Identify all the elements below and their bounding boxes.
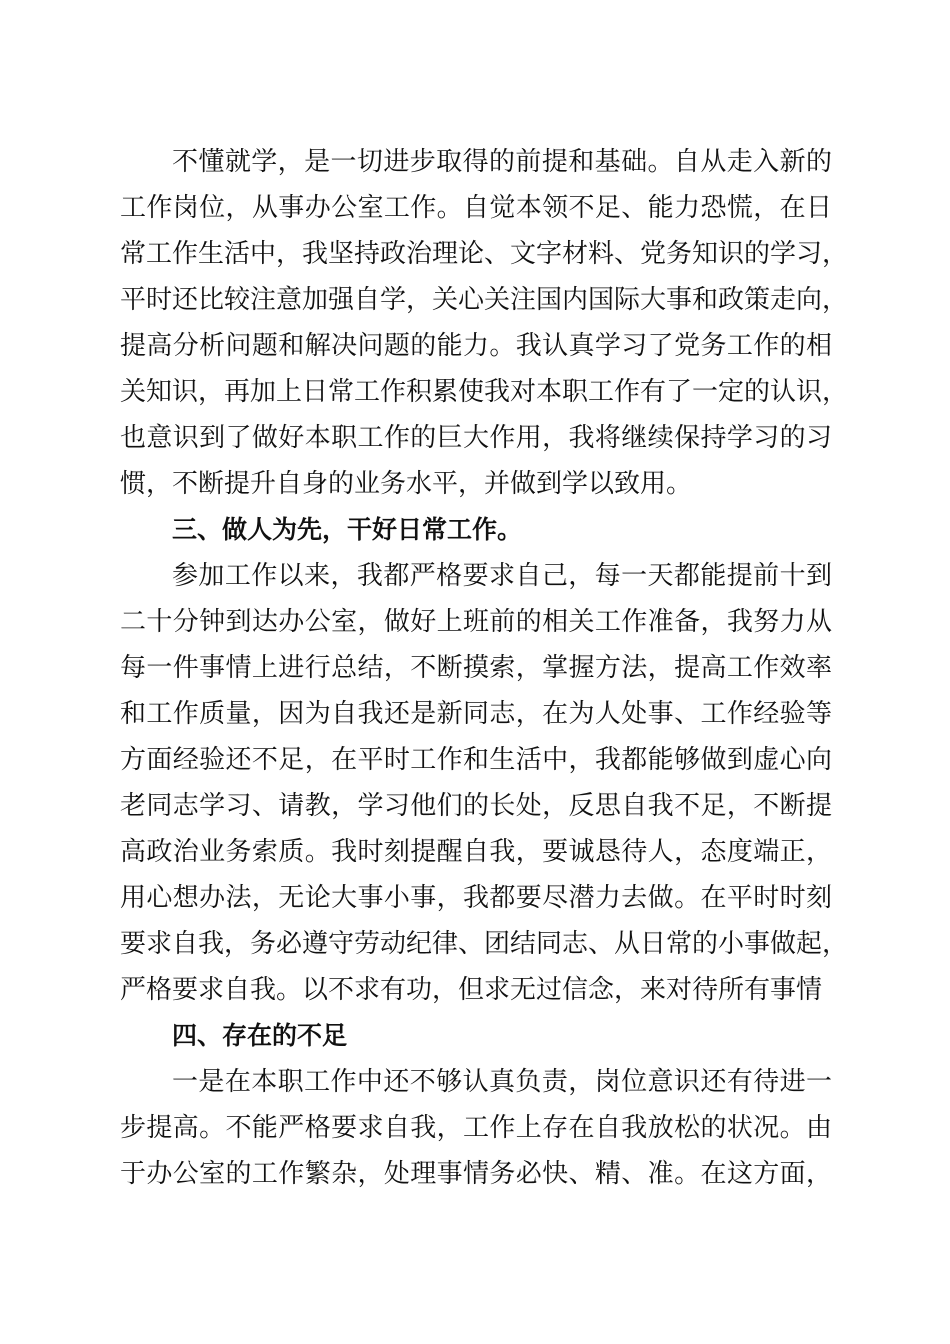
paragraph-3-line-1: 一是在本职工作中还不够认真负责，岗位意识还有待进一 — [172, 1067, 832, 1097]
paragraph-3-line-3: 于办公室的工作繁杂，处理事情务必快、精、准。在这方面， — [120, 1159, 832, 1189]
paragraph-2-line-10: 严格要求自我。以不求有功，但求无过信念，来对待所有事情 — [120, 975, 823, 1005]
paragraph-1-line-3: 常工作生活中，我坚持政治理论、文字材料、党务知识的学习， — [120, 239, 849, 269]
paragraph-1-line-7: 也意识到了做好本职工作的巨大作用，我将继续保持学习的习 — [120, 423, 832, 453]
paragraph-1-line-8: 惯，不断提升自身的业务水平，并做到学以致用。 — [120, 469, 693, 499]
section-heading-3: 三、做人为先，干好日常工作。 — [172, 515, 523, 544]
paragraph-2-line-5: 方面经验还不足，在平时工作和生活中，我都能够做到虚心向 — [120, 745, 832, 775]
paragraph-1-line-4: 平时还比较注意加强自学，关心关注国内国际大事和政策走向， — [120, 285, 849, 315]
paragraph-2-line-2: 二十分钟到达办公室，做好上班前的相关工作准备，我努力从 — [120, 607, 832, 637]
paragraph-2-line-8: 用心想办法，无论大事小事，我都要尽潜力去做。在平时时刻 — [120, 883, 832, 913]
paragraph-1-line-1: 不懂就学，是一切进步取得的前提和基础。自从走入新的 — [172, 147, 832, 177]
paragraph-2-line-3: 每一件事情上进行总结，不断摸索，掌握方法，提高工作效率 — [120, 653, 832, 683]
paragraph-3-line-2: 步提高。不能严格要求自我，工作上存在自我放松的状况。由 — [120, 1113, 832, 1143]
paragraph-2-line-9: 要求自我，务必遵守劳动纪律、团结同志、从日常的小事做起， — [120, 929, 849, 959]
paragraph-2-line-7: 高政治业务索质。我时刻提醒自我，要诚恳待人，态度端正， — [120, 837, 832, 867]
paragraph-2-line-1: 参加工作以来，我都严格要求自己，每一天都能提前十到 — [172, 561, 832, 591]
paragraph-2-line-4: 和工作质量，因为自我还是新同志，在为人处事、工作经验等 — [120, 699, 832, 729]
paragraph-2-line-6: 老同志学习、请教，学习他们的长处，反思自我不足，不断提 — [120, 791, 832, 821]
paragraph-1-line-2: 工作岗位，从事办公室工作。自觉本领不足、能力恐慌，在日 — [120, 193, 832, 223]
paragraph-1-line-5: 提高分析问题和解决问题的能力。我认真学习了党务工作的相 — [120, 331, 832, 361]
paragraph-1-line-6: 关知识，再加上日常工作积累使我对本职工作有了一定的认识， — [120, 377, 849, 407]
section-heading-4: 四、存在的不足 — [172, 1021, 348, 1050]
